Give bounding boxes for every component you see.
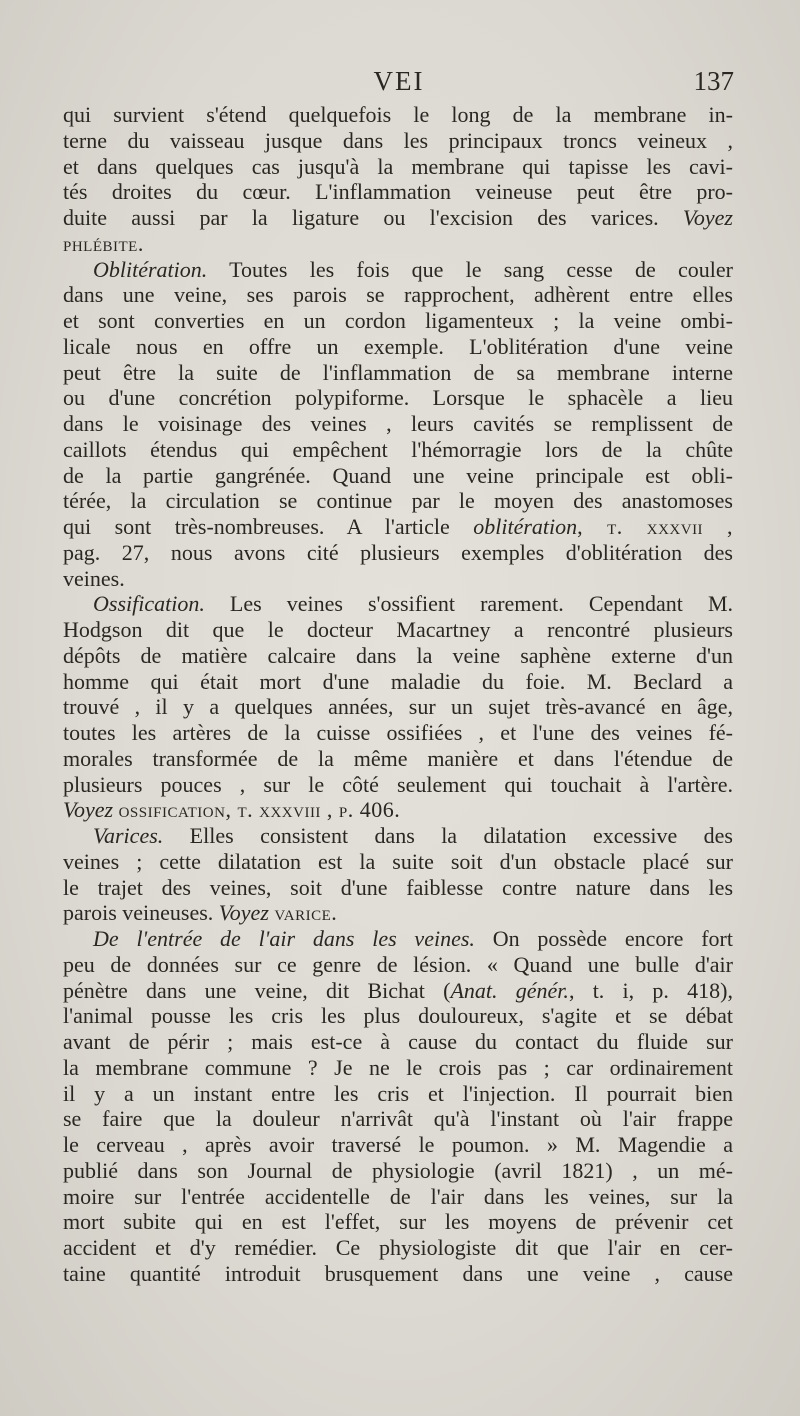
text-line: avant de périr ; mais est-ce à cause du contact du fluide sur bbox=[63, 1029, 733, 1054]
text-line: pag. 27, nous avons cité plusieurs exemples d'oblitération des bbox=[63, 539, 733, 565]
text-line: morales transformée de la même manière et dans l'étendue de bbox=[63, 745, 733, 771]
cross-reference-term: phlébite. bbox=[63, 230, 144, 256]
text-line bbox=[63, 797, 733, 823]
text-line: licale nous en offre un exemple. L'oblitération d'une veine bbox=[63, 333, 733, 359]
text-line: mort subite qui en est l'effet, sur les moyens de prévenir cet bbox=[63, 1209, 733, 1235]
citation-title: Anat. génér. bbox=[450, 977, 569, 1003]
text-segment: parois veineuses. bbox=[63, 900, 214, 926]
text-segment: Elles consistent dans la dilatation excessive des bbox=[189, 823, 733, 848]
section-heading: Varices. bbox=[93, 823, 164, 848]
text-segment: pénètre dans une veine, dit Bichat ( bbox=[63, 977, 451, 1003]
text-line: dans le voisinage des veines , leurs cavités se remplissent de bbox=[63, 411, 733, 436]
cross-reference-voyez: Voyez bbox=[218, 900, 269, 926]
section-oblitération bbox=[63, 257, 733, 283]
volume-reference: , t. xxxviii , p. 406. bbox=[225, 797, 401, 823]
text-line: caillots étendus qui empêchent l'hémorragie lors de la chûte bbox=[63, 436, 733, 462]
cross-reference-term: ossification bbox=[118, 797, 226, 823]
text-line: de la partie gangrénée. Quand une veine principale est obli- bbox=[63, 462, 733, 488]
text-line: l'animal pousse les cris les plus douloureux, s'agite et se débat bbox=[63, 1003, 733, 1029]
text-line bbox=[63, 900, 733, 926]
text-line: trouvé , il y a quelques années, sur un sujet très-avancé en âge, bbox=[63, 694, 733, 720]
text-line: terne du vaisseau jusque dans les principaux troncs veineux , bbox=[63, 127, 733, 153]
section-heading: Oblitération. bbox=[93, 256, 208, 282]
volume-reference: , t. xxxvii , bbox=[577, 514, 734, 539]
text-line: peut être la suite de l'inflammation de sa membrane interne bbox=[63, 359, 733, 385]
text-line: toutes les artères de la cuisse ossifiées , et l'une des veines fé- bbox=[63, 720, 733, 745]
section-varices bbox=[63, 823, 733, 849]
section-entree-air bbox=[63, 926, 733, 952]
text-segment: On possède encore fort bbox=[492, 926, 733, 951]
page-header bbox=[64, 66, 734, 100]
text-line: le cerveau , après avoir traversé le poumon. » M. Magendie a bbox=[63, 1132, 733, 1157]
text-line: la membrane commune ? Je ne le crois pas ; car ordinairement bbox=[63, 1054, 733, 1080]
text-line: et dans quelques cas jusqu'à la membrane qui tapisse les cavi- bbox=[63, 153, 733, 179]
text-line: homme qui était mort d'une maladie du foie. M. Beclard a bbox=[63, 668, 733, 694]
cross-reference-term: varice. bbox=[274, 900, 338, 926]
text-line: Hodgson dit que le docteur Macartney a rencontré plusieurs bbox=[63, 617, 733, 642]
cross-reference-voyez: Voyez bbox=[682, 205, 733, 230]
text-line: se faire que la douleur n'arrivât qu'à l'instant où l'air frappe bbox=[63, 1106, 733, 1132]
running-head: VEI bbox=[373, 66, 425, 96]
text-line: tés droites du cœur. L'inflammation veineuse peut être pro- bbox=[63, 179, 733, 205]
text-line bbox=[63, 205, 733, 231]
text-line: dépôts de matière calcaire dans la veine saphène externe d'un bbox=[63, 642, 733, 668]
text-segment: duite aussi par la ligature ou l'excision des varices. bbox=[63, 205, 659, 230]
text-line: qui survient s'étend quelquefois le long de la membrane in- bbox=[63, 102, 733, 127]
text-line: peu de données sur ce genre de lésion. « Quand une bulle d'air bbox=[63, 951, 733, 977]
text-line: il y a un instant entre les cris et l'injection. Il pourrait bien bbox=[63, 1080, 733, 1106]
page-number: 137 bbox=[693, 66, 734, 96]
text-line: plusieurs pouces , sur le côté seulement qui touchait à l'artère. bbox=[63, 771, 733, 797]
section-ossification bbox=[63, 591, 733, 617]
text-line: dans une veine, ses parois se rapprochent, adhèrent entre elles bbox=[63, 282, 733, 308]
text-line: le trajet des veines, soit d'une faiblesse contre nature dans les bbox=[63, 874, 733, 900]
text-segment: , t. i, p. 418), bbox=[568, 977, 733, 1003]
text-line: ou d'une concrétion polypiforme. Lorsque le sphacèle a lieu bbox=[63, 385, 733, 411]
section-heading: Ossification. bbox=[93, 591, 205, 617]
text-line: moire sur l'entrée accidentelle de l'air dans les veines, sur la bbox=[63, 1183, 733, 1209]
text-segment: Les veines s'ossifient rarement. Cependant M. bbox=[229, 591, 734, 617]
text-segment: qui sont très-nombreuses. A l'article bbox=[63, 514, 450, 539]
section-heading: De l'entrée de l'air dans les veines. bbox=[93, 926, 475, 951]
text-line: et sont converties en un cordon ligamenteux ; la veine ombi- bbox=[63, 308, 733, 333]
text-line: térée, la circulation se continue par le moyen des anastomoses bbox=[63, 488, 733, 514]
text-line bbox=[63, 514, 733, 540]
cross-reference-voyez: Voyez bbox=[63, 797, 114, 823]
text-line: accident et d'y remédier. Ce physiologiste dit que l'air en cer- bbox=[63, 1235, 733, 1260]
text-line: veines ; cette dilatation est la suite soit d'un obstacle placé sur bbox=[63, 848, 733, 874]
cross-reference-term: oblitération bbox=[473, 514, 578, 539]
text-line: publié dans son Journal de physiologie (avril 1821) , un mé- bbox=[63, 1157, 733, 1183]
body-text bbox=[63, 102, 733, 1287]
text-line: taine quantité introduit brusquement dans une veine , cause bbox=[63, 1260, 733, 1286]
text-segment: Toutes les fois que le sang cesse de couler bbox=[229, 256, 733, 282]
text-line: veines. bbox=[63, 565, 125, 591]
text-line bbox=[63, 978, 733, 1004]
